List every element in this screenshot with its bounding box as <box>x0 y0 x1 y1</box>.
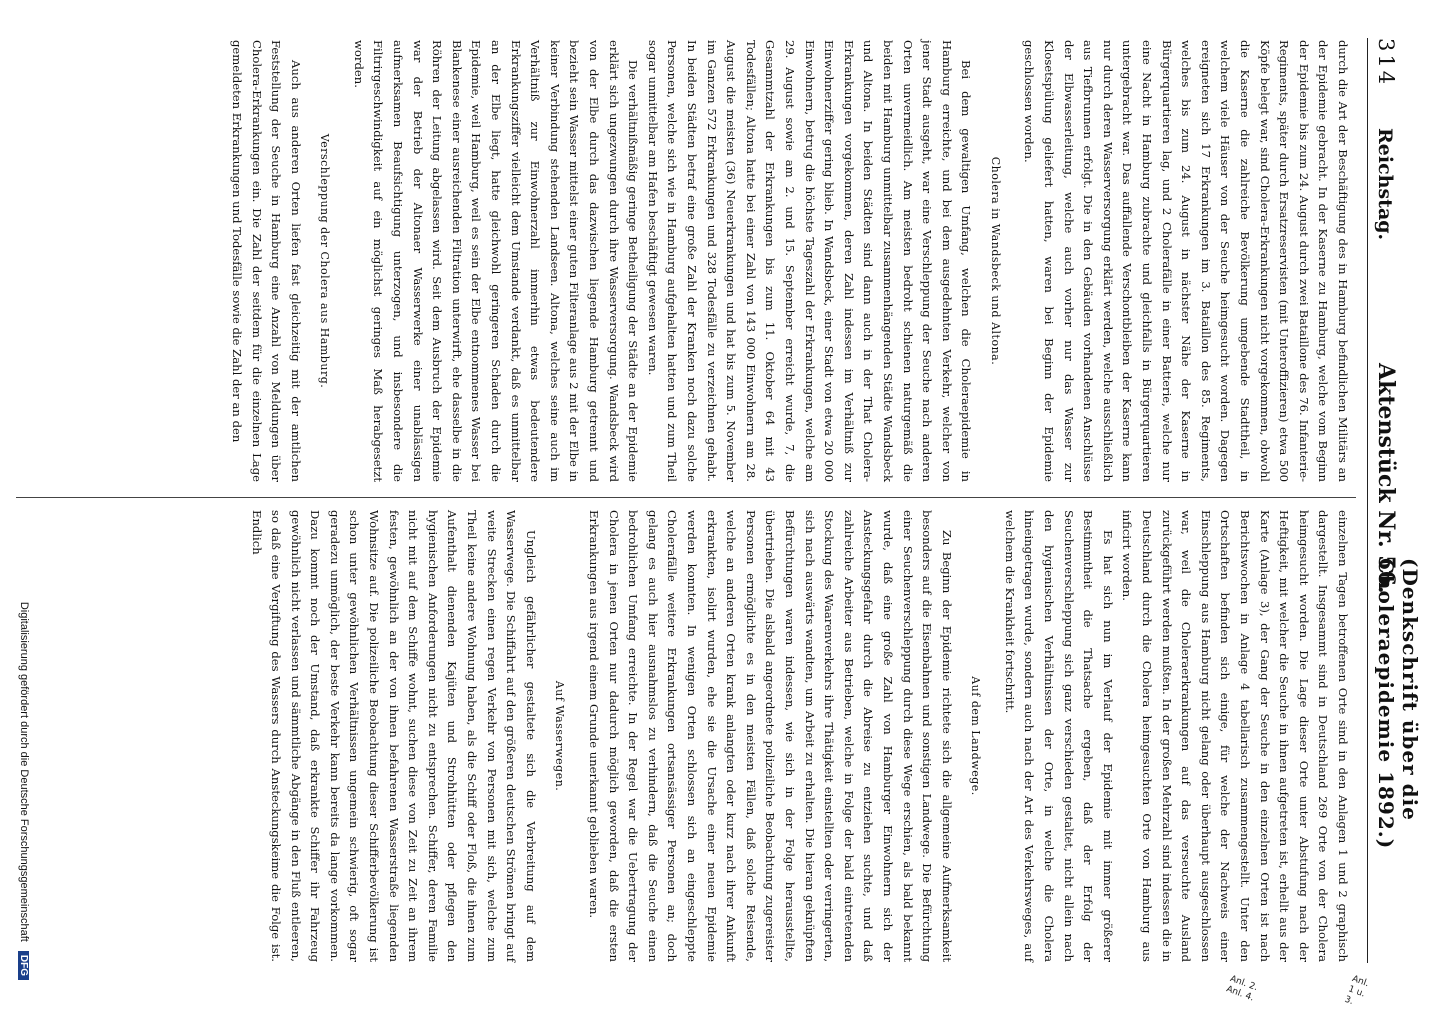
dfg-logo: DFG <box>18 951 29 980</box>
paragraph: Zu Beginn der Epidemie richtete sich die allgemeine Aufmerksamkeit besonders auf die Eisenbahnen und sonstigen Landwege. Die Befürchtung einer Seuchenverschleppung durch diese Wege erschien, als bald bekannt wurde, daß eine große Zahl von Hamburger Einwohnern sich der Ansteckungsgefahr durch die Abreise zu entziehen suchte, und daß zahlreiche Arbeiter aus Betrieben, welche in Folge der bald eintretenden Stockung des Waarenverkehrs ihre Thätigkeit einstellten oder verringerten, sich nach auswärts wandten, um Arbeit zu erhalten. Die hieran geknüpften Befürchtungen waren indessen, wie sich in der Folge herausstellte, übertrieben. Die alsbald angeordnete polizeiliche Beobachtung zugereister Personen ermöglichte es in den meisten Fällen, daß solche Reisende, welche an anderen Orten krank anlangten oder kurz nach ihrer Ankunft erkrankten, isolirt wurden, ehe sie die Ursache einer neuen Epidemie werden konnten. In wenigen Orten schlossen sich an eingeschleppte Cholerafälle weitere Erkrankungen ortsansässiger Personen an; doch gelang es auch hier ausnahmslos zu verhindern, daß die Seuche einen bedrohlichen Umfang erreichte. In der Regel war die Uebertragung der Cholera in jenen Orten nur dadurch möglich geworden, daß die ersten Erkrankungen aus irgend einem Grunde unerkannt geblieben waren. <box>587 510 954 962</box>
header-title: (Denkschrift über die Choleraepidemie 1892.) <box>1374 558 1422 850</box>
paragraph: Auch aus anderen Orten liefen fast gleichzeitig mit der amtlichen Feststellung der Seuche in Hamburg eine Anzahl von Meldungen über Cholera-Erkrankungen ein. Die Zahl der seitdem für die einzelnen Lage gemeldeten Erkrankungen und Todesfälle sowie die Zahl der an den <box>229 40 303 482</box>
paragraph: durch die Art der Beschäftigung des in Hamburg befindlichen Militärs an der Epidemie gebracht. In der Kaserne zu Hamburg, welche vom Beginn der Epidemie bis zum 24. August durch zwei Bataillone des 76. Infanterie-Regiments, später durch Ersatzreservisten (mit Unteroffizieren) etwa 500 Köpfe belegt war, sind Cholera-Erkrankungen nicht vorgekommen, obwohl die Kaserne die zahlreiche Bevölkerung umgebende Stadttheil, in welchem viele Häuser von der Seuche heimgesucht worden. Dagegen ereigneten sich 17 Erkrankungen im 3. Bataillon des 85. Regiments, welches bis zum 24. August in nächster Nähe der Kaserne in Bürgerquartieren lag, und 2 Cholerafälle in einer Batterie, welche nur eine Nacht in Hamburg zubrachte und gleichfalls in Bürgerquartieren untergebracht war. Das auffallende Verschontbleiben der Kaserne kann nur durch deren Wasserversorgung erklärt werden, welche ausschließlich aus Tiefbrunnen erfolgt. Die in den Gebäuden vorhandenen Anschlüsse der Elbwasserleitung, welche auch vorher nur das Wasser zur Klosetspülung geliefert hatten, waren bei Beginn der Epidemie geschlossen worden. <box>1022 40 1350 482</box>
paragraph: einzelnen Tagen betroffenen Orte sind in den Anlagen 1 und 2 graphisch dargestellt. Insgesammt sind in Deutschland 269 Orte von der Cholera heimgesucht worden. Die Lage dieser Orte unter Abstufung nach der Heftigkeit, mit welcher die Seuche in ihnen aufgetreten ist, erhellt aus der Karte (Anlage 3), der Gang der Seuche in den einzelnen Orten ist nach Berichtswochen in Anlage 4 tabellarisch zusammengestellt. Unter den Ortschaften befinden sich einige, für welche der Nachweis einer Einschleppung aus Hamburg nicht gelang oder überhaupt ausgeschlossen war, weil die Choleraerkrankungen auf das verseuchte Ausland zurückgeführt werden mußten. In der großen Mehrzahl sind indessen die in Deutschland durch die Cholera heimgesuchten Orte von Hamburg aus inficirt worden. <box>1120 510 1350 962</box>
section-heading: Cholera in Wandsbeck und Altona. <box>988 156 1002 366</box>
header-left: Reichstag. <box>1374 128 1396 241</box>
margin-note-annex-2: Anl. 2. Anl. 4. <box>1224 974 1259 1004</box>
dfg-credit-text: Digitalisierung gefördert durch die Deutsche Forschungsgemeinschaft <box>18 601 30 942</box>
paragraph: Ungleich gefährlicher gestaltete sich die Verbreitung auf dem Wasserwege. Die Schiffahrt auf den größeren deutschen Strömen bringt auf weite Strecken einen regen Verkehr von Personen mit sich, welche zum Theil keine andere Wohnung haben, als die Schiff oder Floß, die ihnen zum Aufenthalt dienenden Kajüten und Strohhütten oder pflegen den hygienischen Anforderungen nicht zu entsprechen. Schiffer, deren Familie nicht mit auf dem Schiffe wohnt, suchen diese von Zeit zu Zeit an ihrem festen, gewöhnlich an der von ihnen befahrenen Wasserstraße liegenden Wohnsitze auf. Die polizeiliche Beobachtung dieser Schifferbevölkerung ist schon unter gewöhnlichen Verhältnissen ungemein schwierig, oft sogar geradezu unmöglich, der beste Verkehr kann bereits da lange vorkommen. Dazu kommt noch der Umstand, daß erkrankte Schiffer ihr Fahrzeug gewöhnlich nicht verlassen und sämmtliche Abgänge in den Fluß entleeren, so daß eine Vergiftung des Wassers durch Ansteckungskeime die Folge ist. Endlich <box>249 510 538 962</box>
paragraph: Die verhältnißmäßig geringe Betheiligung der Städte an der Epidemie erklärt sich ungezwungen durch ihre Wasserversorgung. Wandsbeck wird von der Elbe durch das dazwischen liegende Hamburg getrennt und bezieht sein Wasser mittelst einer guten Filteranlage aus 2 mit der Elbe in keiner Verbindung stehenden Landseen. Altona, welches seine auch im Verhältniß zur Einwohnerzahl immerhin etwas bedeutendere Erkrankungsziffer vielleicht dem Umstande verdankt, daß es unmittelbar an der Elbe liegt, hatte gleichwohl geringeren Schaden durch die Epidemie, weil Hamburg, weil es sein der Elbe entnommenes Wasser bei Blankenese einer ausreichenden Filtration unterwirft, ehe dasselbe in die Röhren der Leitung abgelassen wird. Seit dem Ausbruch der Epidemie war der Betrieb der Altonaer Wasserwerke einer unablässigen aufmerksamen Beaufsichtigung unterzogen, und insbesondere die Filtrirgeschwindigkeit auf ein möglichst geringes Maß herabgesetzt worden. <box>351 40 641 482</box>
dfg-credit <box>12 120 30 980</box>
page-number: 314 <box>1374 38 1398 88</box>
paragraph: Bei dem gewaltigen Umfang, welchen die Choleraepidemie in Hamburg erreichte, und bei dem ausgedehnten Verkehr, welcher von jener Stadt ausgeht, war eine Verschleppung der Seuche nach anderen Orten unvermeidlich. Am meisten bedroht schienen naturgemäß die beiden mit Hamburg unmittelbar zusammenhängenden Städte Wandsbeck und Altona. In beiden Städten sind dann auch in der That Cholera-Erkrankungen vorgekommen, deren Zahl indessen im Verhältniß zur Einwohnerziffer gering blieb. In Wandsbeck, einer Stadt von etwa 20 000 Einwohnern, betrug die höchste Tageszahl der Erkrankungen, welche am 29. August sowie am 2. und 15. September erreicht wurde, 7, die Gesammtzahl der Erkrankungen bis zum 11. Oktober 64 mit 43 Todesfällen; Altona hatte bei einer Zahl von 143 000 Einwohnern am 28. August die meisten (36) Neuerkrankungen und hat bis zum 5. November im Ganzen 572 Erkrankungen und 328 Todesfälle zu verzeichnen gehabt. In beiden Städten betraf eine große Zahl der Kranken noch dazu solche Personen, welche sich wie in Hamburg aufgehalten hatten und zum Theil sogar unmittelbar am Hafen beschäftigt gewesen waren. <box>645 40 974 482</box>
left-column <box>226 40 1352 482</box>
margin-note-annex-1: Anl. 1 u. 3. <box>1343 974 1371 1008</box>
section-heading: Auf Wasserwegen. <box>553 680 567 792</box>
column-divider <box>16 497 1356 498</box>
paragraph: Es hat sich nun im Verlauf der Epidemie mit immer größerer Bestimmtheit die Thatsache ergeben, daß der Erfolg der Seuchenverschleppung sich ganz verschieden gestaltet, nicht allein nach den hygienischen Verhältnissen der Orte, in welche die Cholera hineingetragen wurde, sondern auch nach der Art des Verkehrsweges, auf welchem die Krankheit fortschritt. <box>1002 510 1115 962</box>
section-heading: Auf dem Landwege. <box>969 676 983 796</box>
section-heading: Verschleppung der Cholera aus Hamburg. <box>318 133 332 389</box>
header-document-number: Aktenstück Nr. 56. <box>1373 363 1399 594</box>
page-header <box>1367 38 1422 963</box>
right-column <box>246 510 1352 962</box>
